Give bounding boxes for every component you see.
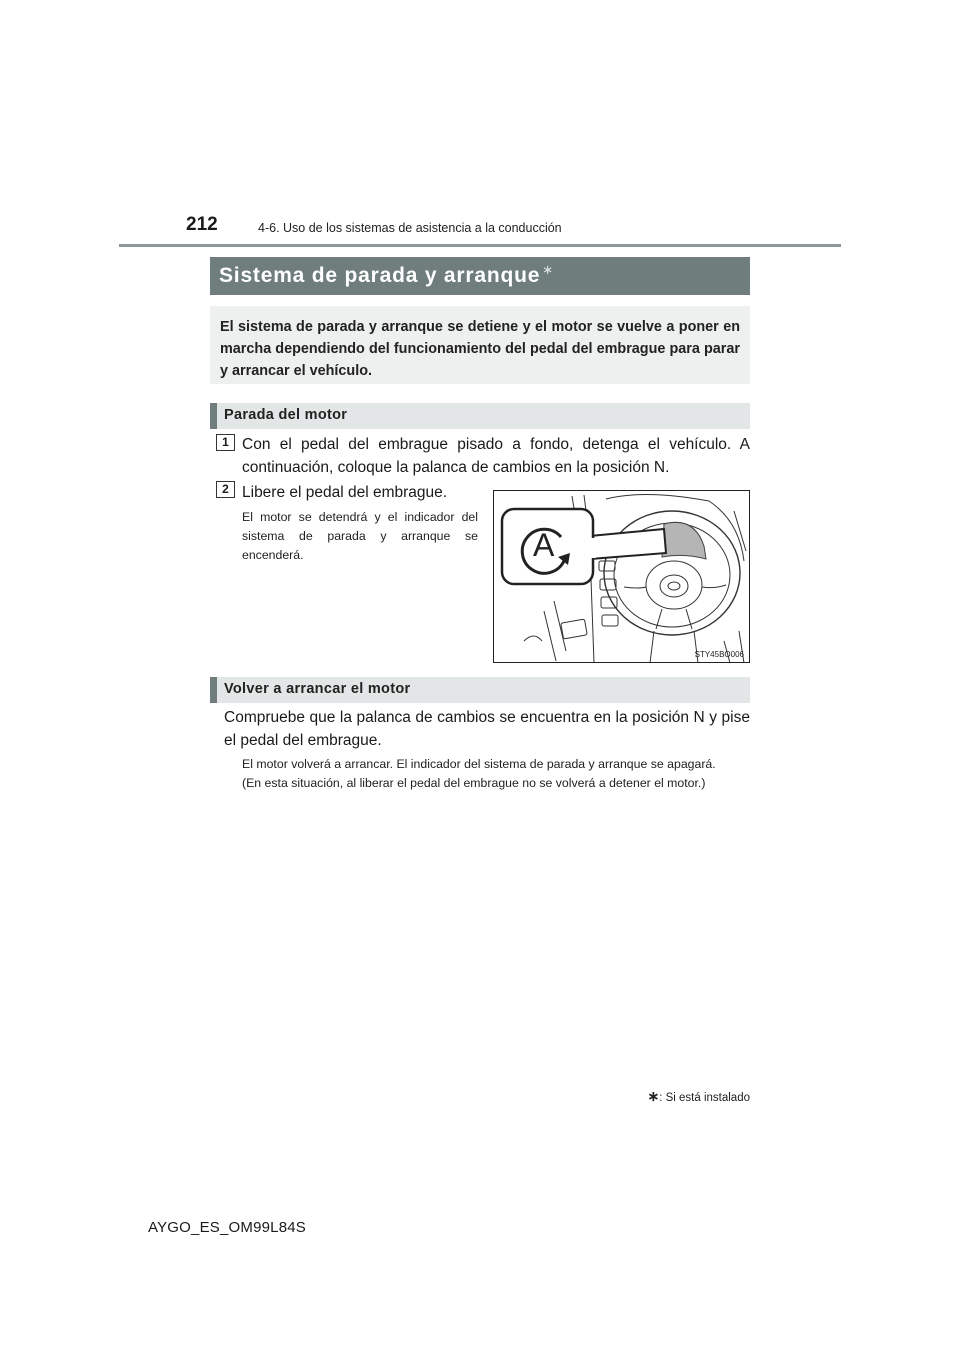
subheading-restart [210,677,750,703]
steering-wheel-drawing [494,491,750,663]
step-number-1: 1 [216,434,235,451]
dashboard-illustration [493,490,750,663]
header-rule [119,244,841,247]
title-asterisk: ∗ [542,262,554,277]
section-label: 4-6. Uso de los sistemas de asistencia a la conducción [258,221,562,235]
intro-text: El sistema de parada y arranque se detiene y el motor se vuelve a poner en marcha dependiendo del funcionamiento del pedal del embrague para parar y arrancar el vehículo. [220,319,740,379]
restart-text: Compruebe que la palanca de cambios se encuentra en la posición N y pise el pedal del embrague. [224,709,750,749]
page-title [219,262,554,288]
subheading-bar [210,677,217,703]
document-code: AYGO_ES_OM99L84S [148,1219,307,1236]
indicator-letter: A [533,527,555,563]
footnote-text: : Si está instalado [659,1092,750,1104]
step-number-2: 2 [216,481,235,498]
subheading-restart-text: Volver a arrancar el motor [224,681,411,697]
figure-code: STY45BO006 [694,650,744,659]
footnote-asterisk: ∗ [647,1088,660,1104]
restart-note-line-2: (En esta situación, al liberar el pedal del embrague no se volverá a detener el motor.) [242,776,706,790]
page-title-text: Sistema de parada y arranque [219,264,541,287]
step-1-text: Con el pedal del embrague pisado a fondo, detenga el vehículo. A continuación, coloque la palanca de cambios en la posición N. [242,436,750,476]
restart-note [242,755,746,793]
subheading-stop-text: Parada del motor [224,407,348,423]
title-bar [210,257,750,295]
restart-note-line-1: El motor volverá a arrancar. El indicador del sistema de parada y arranque se apagará. [242,757,716,771]
step-2-note: El motor se detendrá y el indicador del sistema de parada y arranque se encenderá. [242,510,478,562]
footnote [630,1088,750,1105]
step-2-text: Libere el pedal del embrague. [242,484,448,501]
page-number: 212 [186,214,218,235]
subheading-bar [210,403,217,429]
subheading-stop [210,403,750,429]
intro-box [210,306,750,384]
